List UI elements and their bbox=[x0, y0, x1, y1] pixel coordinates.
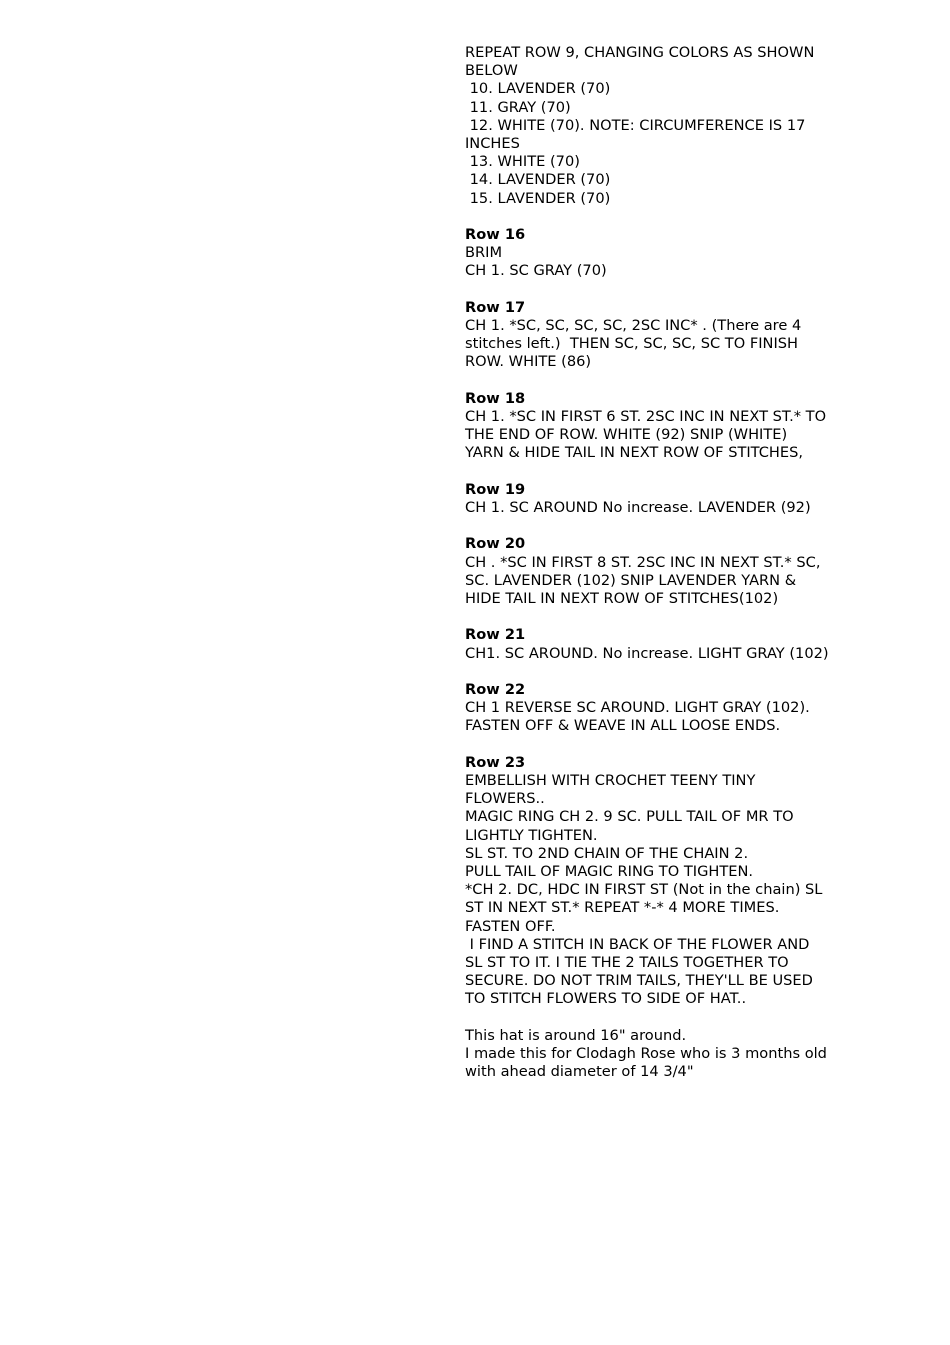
paragraph-gap bbox=[465, 208, 865, 226]
paragraph-gap bbox=[465, 517, 865, 535]
intro-line: 14. LAVENDER (70) bbox=[465, 171, 611, 189]
row-instruction-line: CH . *SC IN FIRST 8 ST. 2SC INC IN NEXT ST.* SC, bbox=[465, 553, 821, 571]
row-instruction-line: SL ST TO IT. I TIE THE 2 TAILS TOGETHER TO bbox=[465, 954, 789, 972]
row-instruction-line: HIDE TAIL IN NEXT ROW OF STITCHES(102) bbox=[465, 590, 779, 608]
row-instruction-line: FLOWERS.. bbox=[465, 790, 545, 808]
row-instruction-line: FASTEN OFF. bbox=[465, 917, 556, 935]
row-instruction-line: CH 1. SC AROUND No increase. LAVENDER (92) bbox=[465, 499, 811, 517]
row-instruction-line: SL ST. TO 2ND CHAIN OF THE CHAIN 2. bbox=[465, 844, 749, 862]
row-instruction-line: THE END OF ROW. WHITE (92) SNIP (WHITE) bbox=[465, 426, 788, 444]
paragraph-gap bbox=[465, 1009, 865, 1027]
row-instruction-line: ROW. WHITE (86) bbox=[465, 353, 592, 371]
intro-line: 11. GRAY (70) bbox=[465, 98, 571, 116]
row-instruction-line: CH 1. SC GRAY (70) bbox=[465, 262, 607, 280]
intro-line: INCHES bbox=[465, 135, 520, 153]
row-heading: Row 18 bbox=[465, 389, 526, 407]
row-instruction-line: TO STITCH FLOWERS TO SIDE OF HAT.. bbox=[465, 990, 747, 1008]
row-instruction-line: CH 1 REVERSE SC AROUND. LIGHT GRAY (102). bbox=[465, 699, 810, 717]
paragraph-gap bbox=[465, 608, 865, 626]
row-instruction-line: stitches left.) THEN SC, SC, SC, SC TO FINISH bbox=[465, 335, 798, 353]
intro-line: 13. WHITE (70) bbox=[465, 153, 580, 171]
row-instruction-line: *CH 2. DC, HDC IN FIRST ST (Not in the chain) SL bbox=[465, 881, 823, 899]
row-heading: Row 21 bbox=[465, 626, 526, 644]
row-heading: Row 20 bbox=[465, 535, 526, 553]
intro-line: 15. LAVENDER (70) bbox=[465, 189, 611, 207]
paragraph-gap bbox=[465, 372, 865, 390]
row-instruction-line: CH1. SC AROUND. No increase. LIGHT GRAY (102) bbox=[465, 644, 829, 662]
closing-line: with ahead diameter of 14 3/4" bbox=[465, 1063, 694, 1081]
row-instruction-line: SECURE. DO NOT TRIM TAILS, THEY'LL BE USED bbox=[465, 972, 813, 990]
row-heading: Row 17 bbox=[465, 298, 526, 316]
row-instruction-line: ST IN NEXT ST.* REPEAT *-* 4 MORE TIMES. bbox=[465, 899, 780, 917]
intro-line: 12. WHITE (70). NOTE: CIRCUMFERENCE IS 17 bbox=[465, 116, 806, 134]
row-instruction-line: CH 1. *SC IN FIRST 6 ST. 2SC INC IN NEXT ST.* TO bbox=[465, 408, 827, 426]
row-instruction-line: LIGHTLY TIGHTEN. bbox=[465, 826, 598, 844]
row-instruction-line: SC. LAVENDER (102) SNIP LAVENDER YARN & bbox=[465, 571, 797, 589]
paragraph-gap bbox=[465, 663, 865, 681]
paragraph-gap bbox=[465, 736, 865, 754]
row-instruction-line: FASTEN OFF & WEAVE IN ALL LOOSE ENDS. bbox=[465, 717, 781, 735]
row-heading: Row 22 bbox=[465, 681, 526, 698]
row-instruction-line: YARN & HIDE TAIL IN NEXT ROW OF STITCHES, bbox=[465, 444, 804, 462]
row-heading: Row 16 bbox=[465, 226, 526, 244]
row-instruction-line: CH 1. *SC, SC, SC, SC, 2SC INC* . (There are 4 bbox=[465, 317, 802, 335]
row-instruction-line: I FIND A STITCH IN BACK OF THE FLOWER AND bbox=[465, 935, 810, 953]
intro-line: REPEAT ROW 9, CHANGING COLORS AS SHOWN bbox=[465, 44, 815, 61]
paragraph-gap bbox=[465, 281, 865, 299]
intro-line: 10. LAVENDER (70) bbox=[465, 80, 611, 98]
closing-line: I made this for Clodagh Rose who is 3 months old bbox=[465, 1045, 827, 1063]
row-instruction-line: EMBELLISH WITH CROCHET TEENY TINY bbox=[465, 772, 756, 789]
paragraph-gap bbox=[465, 463, 865, 481]
row-instruction-line: PULL TAIL OF MAGIC RING TO TIGHTEN. bbox=[465, 863, 754, 881]
row-heading: Row 23 bbox=[465, 753, 526, 771]
row-instruction-line: MAGIC RING CH 2. 9 SC. PULL TAIL OF MR TO bbox=[465, 808, 794, 826]
row-heading: Row 19 bbox=[465, 480, 526, 498]
pattern-text-column bbox=[465, 44, 865, 1081]
intro-line: BELOW bbox=[465, 62, 518, 80]
closing-line: This hat is around 16" around. bbox=[465, 1026, 687, 1044]
row-instruction-line: BRIM bbox=[465, 244, 503, 262]
